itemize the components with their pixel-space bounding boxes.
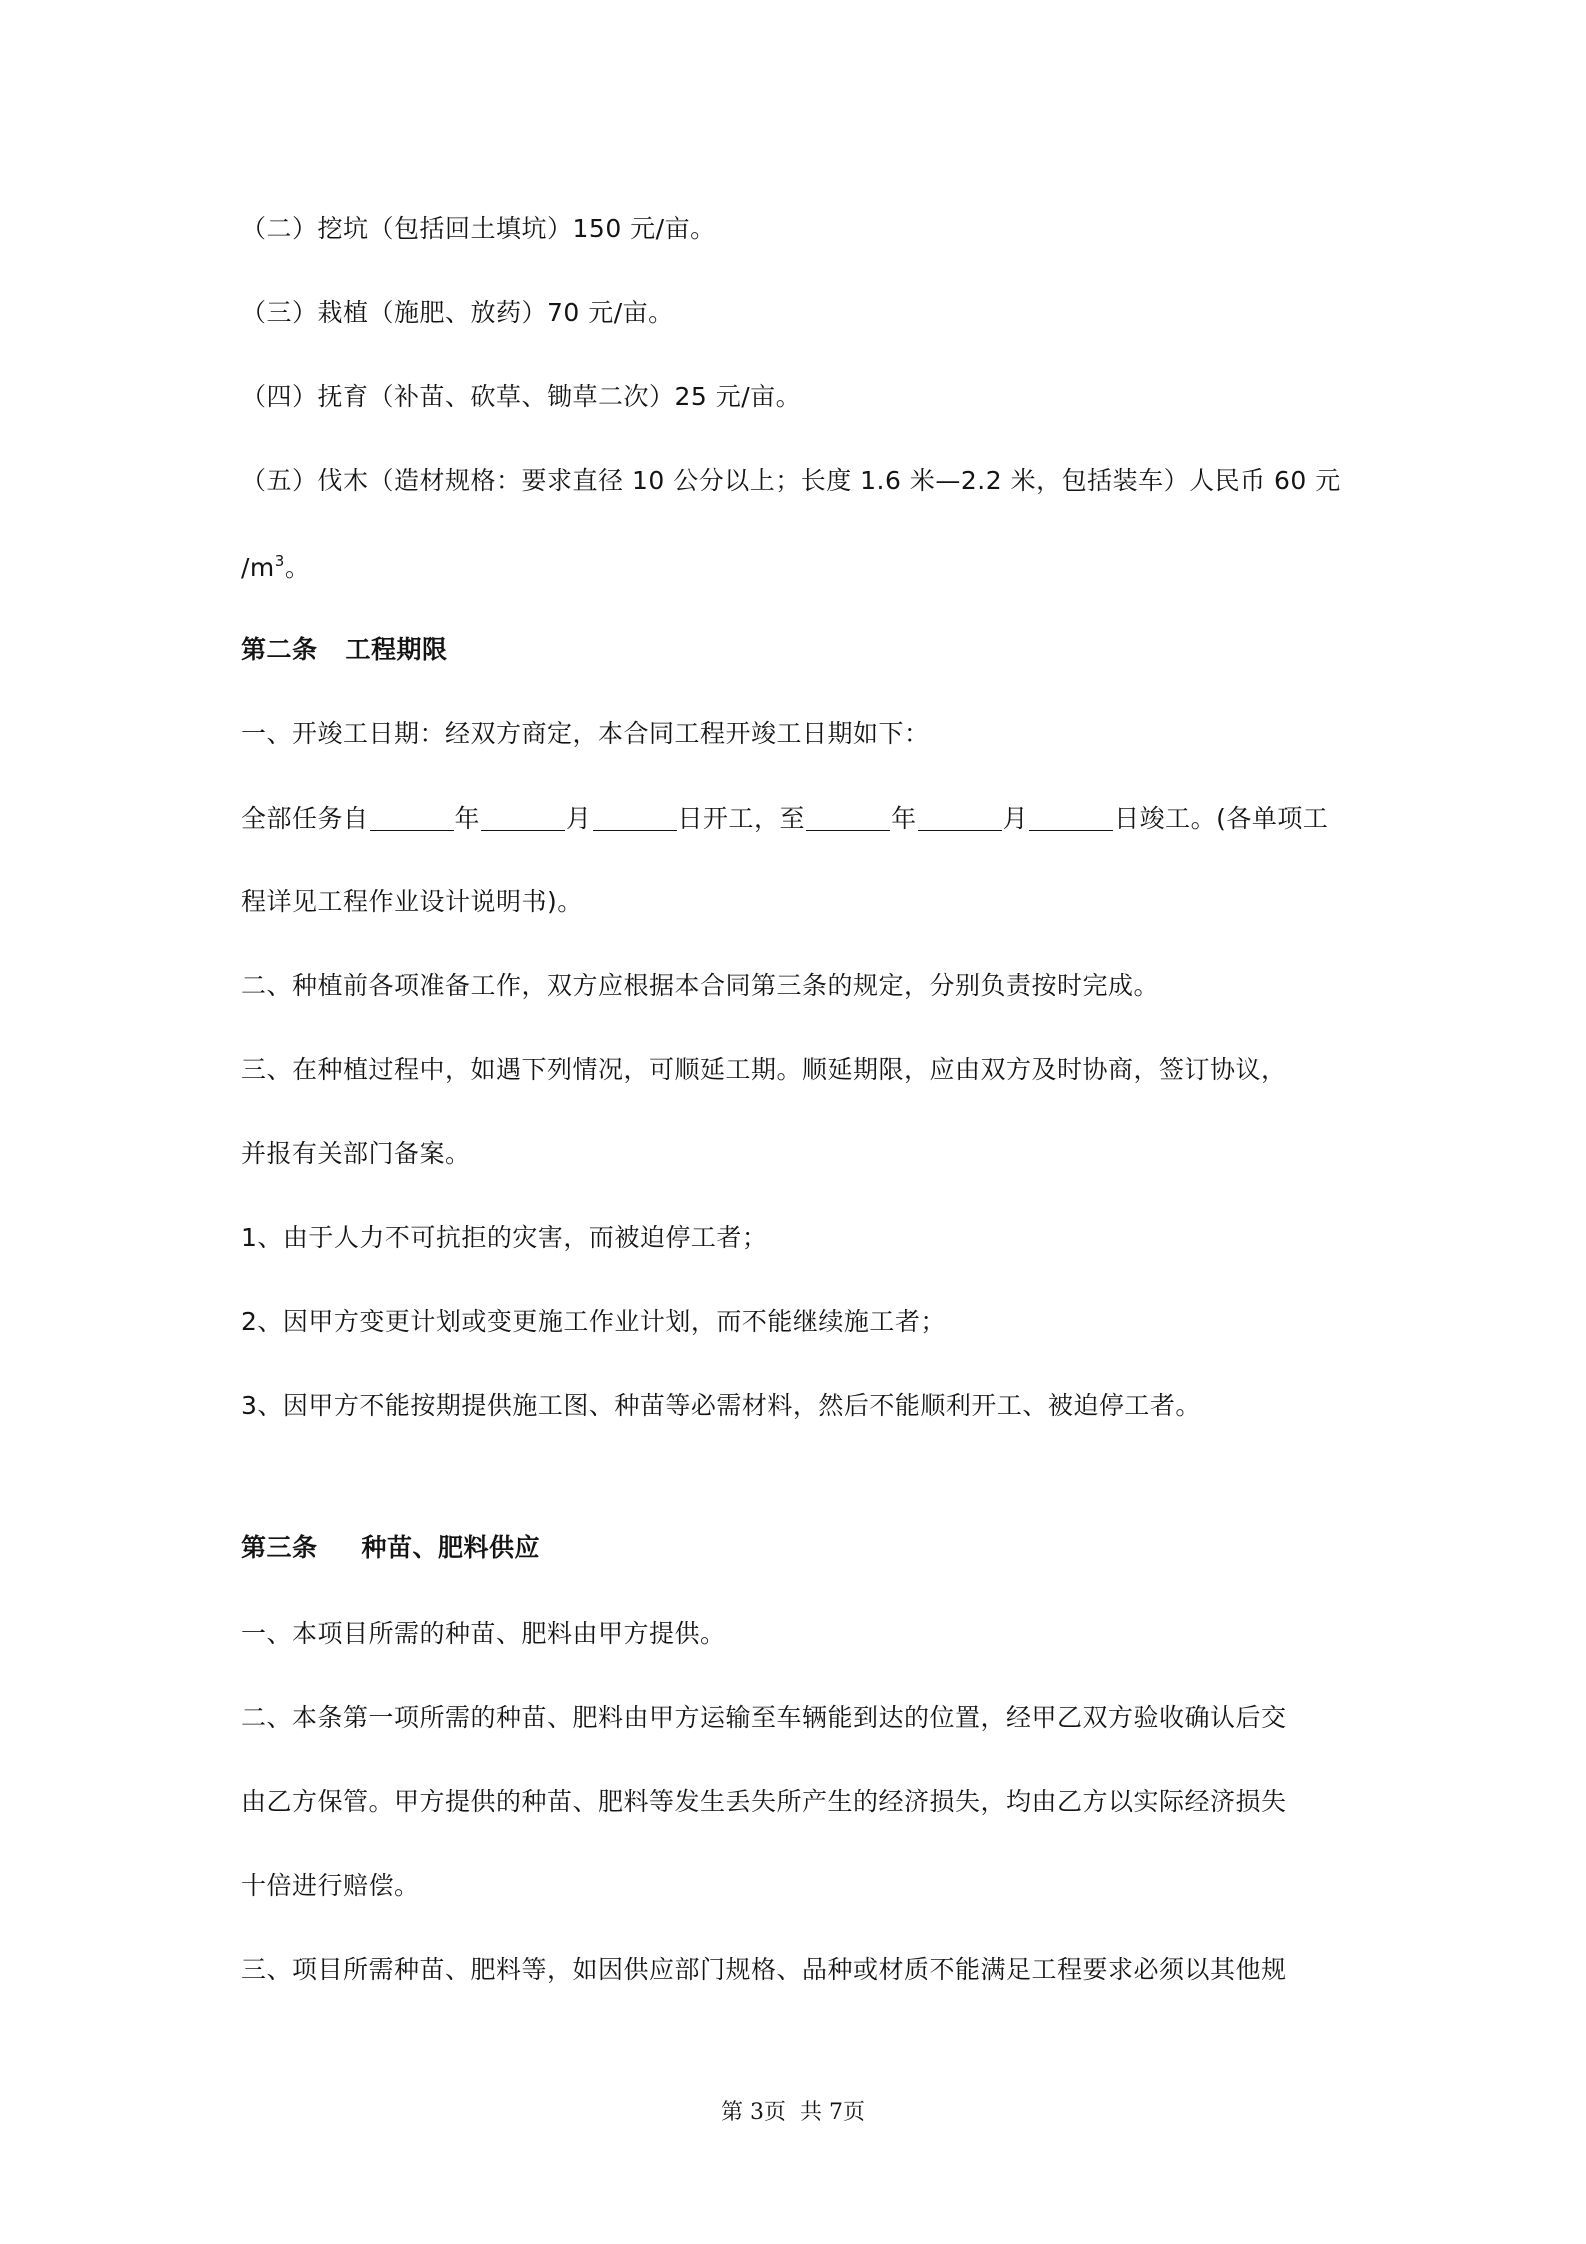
article-2-item-3: 三、在种植过程中，如遇下列情况，可顺延工期。顺延期限，应由双方及时协商，签订协议， (241, 1055, 1287, 1084)
end-year-blank (806, 804, 890, 831)
schedule-line (241, 799, 1361, 839)
unit-line (241, 548, 1361, 588)
unit-superscript: 3 (274, 552, 285, 570)
article-2-item-2: 二、种植前各项准备工作，双方应根据本合同第三条的规定，分别负责按时完成。 (241, 971, 1160, 1000)
article-3-title: 种苗、肥料供应 (361, 1533, 541, 1562)
schedule-year-1: 年 (454, 804, 481, 833)
article-2-label: 第二条 (241, 635, 318, 664)
cost-item-4: （四）抚育（补苗、砍草、锄草二次）25 元/亩。 (241, 382, 802, 411)
cost-item-5: （五）伐木（造材规格：要求直径 10 公分以上；长度 1.6 米—2.2 米，包括装车）人民币 60 元 (241, 466, 1341, 495)
end-month-blank (918, 804, 1002, 831)
article-3-item-2-line-1: 二、本条第一项所需的种苗、肥料由甲方运输至车辆能到达的位置，经甲乙双方验收确认后交 (241, 1703, 1287, 1732)
schedule-end: 日竣工。(各单项工 (1114, 804, 1329, 833)
cost-item-2: （二）挖坑（包括回土填坑）150 元/亩。 (241, 214, 716, 243)
page-footer (0, 2098, 1586, 2128)
schedule-lead: 全部任务自 (241, 804, 369, 833)
article-3-item-2-line-3: 十倍进行赔偿。 (241, 1871, 420, 1900)
schedule-continuation: 程详见工程作业设计说明书)。 (241, 887, 583, 916)
article-2-item-3-continuation: 并报有关部门备案。 (241, 1139, 471, 1168)
cost-item-3: （三）栽植（施肥、放药）70 元/亩。 (241, 298, 674, 327)
end-day-blank (1029, 804, 1113, 831)
article-2-heading (241, 630, 1361, 670)
schedule-year-2: 年 (891, 804, 917, 833)
article-3-label: 第三条 (241, 1533, 318, 1562)
article-3-heading (241, 1528, 1361, 1568)
schedule-month-2: 月 (1002, 804, 1029, 833)
unit-prefix: /m (241, 553, 275, 582)
unit-suffix: 。 (284, 553, 311, 582)
schedule-month-1: 月 (566, 804, 592, 833)
start-month-blank (481, 804, 565, 831)
schedule-start: 日开工，至 (677, 804, 806, 833)
article-2-title: 工程期限 (345, 635, 448, 664)
start-year-blank (370, 804, 454, 831)
article-2-sub-1: 1、由于人力不可抗拒的灾害，而被迫停工者； (241, 1223, 768, 1252)
article-3-item-2-line-2: 由乙方保管。甲方提供的种苗、肥料等发生丢失所产生的经济损失，均由乙方以实际经济损失 (241, 1787, 1287, 1816)
article-3-item-1: 一、本项目所需的种苗、肥料由甲方提供。 (241, 1619, 726, 1648)
article-3-item-3: 三、项目所需种苗、肥料等，如因供应部门规格、品种或材质不能满足工程要求必须以其他规 (241, 1955, 1287, 1984)
article-2-sub-2: 2、因甲方变更计划或变更施工作业计划，而不能继续施工者； (241, 1307, 946, 1336)
start-day-blank (593, 804, 677, 831)
page-number: 第 3页 (721, 2100, 786, 2125)
article-2-sub-3: 3、因甲方不能按期提供施工图、种苗等必需材料，然后不能顺利开工、被迫停工者。 (241, 1391, 1201, 1420)
page-total: 共 7页 (800, 2100, 865, 2125)
article-2-item-1: 一、开竣工日期：经双方商定，本合同工程开竣工日期如下： (241, 719, 930, 748)
